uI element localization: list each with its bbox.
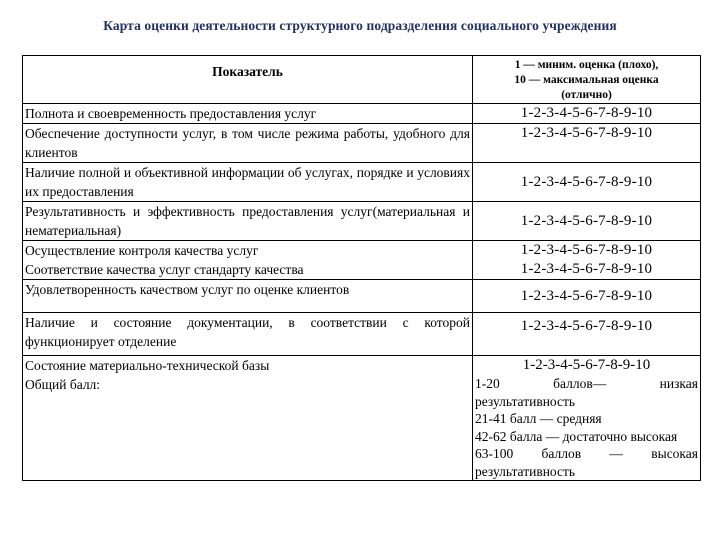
score-cell: 1-2-3-4-5-6-7-8-9-10 (473, 280, 701, 313)
table-row (23, 202, 701, 241)
scale-line: 21-41 балл — средняя (475, 411, 602, 426)
total-score-label: Общий балл: (25, 377, 101, 392)
score-text: 1-2-3-4-5-6-7-8-9-10 (520, 242, 653, 258)
score-cell: 1-2-3-4-5-6-7-8-9-10 (473, 124, 701, 163)
indicator-cell: Наличие и состояние документации, в соответствии с которой функционирует отделение (23, 313, 473, 356)
indicator-text: Состояние материально-технической базы (25, 358, 270, 373)
header-scale-line3: (отлично) (561, 89, 612, 101)
table-row (23, 163, 701, 202)
scale-line: 1-20 баллов— низкая результативность (475, 376, 698, 409)
indicator-cell: Наличие полной и объективной информации об услугах, порядке и условиях их предоставления (23, 163, 473, 202)
indicator-text: Осуществление контроля качества услуг (25, 243, 259, 258)
score-text: 1-2-3-4-5-6-7-8-9-10 (522, 357, 651, 373)
table-row (23, 124, 701, 163)
table-row (23, 241, 701, 280)
header-indicator: Показатель (23, 56, 473, 104)
score-cell: 1-2-3-4-5-6-7-8-9-10 (473, 313, 701, 356)
indicator-cell: Обеспечение доступности услуг, в том числе режима работы, удобного для клиентов (23, 124, 473, 163)
score-cell: 1-2-3-4-5-6-7-8-9-10 (473, 202, 701, 241)
evaluation-table (22, 55, 701, 481)
indicator-cell: Результативность и эффективность предоставления услуг(материальная и нематериальная) (23, 202, 473, 241)
table-row (23, 104, 701, 124)
table-row (23, 356, 701, 481)
indicator-cell (23, 241, 473, 280)
indicator-cell (23, 356, 473, 481)
header-scale-line1: 1 — миним. оценка (плохо), (514, 59, 659, 71)
document-title: Карта оценки деятельности структурного подразделения социального учреждения (103, 18, 617, 33)
scale-line: 42-62 балла — достаточно высокая (475, 428, 678, 444)
scale-line: 63-100 баллов — высокая результативность (475, 446, 698, 479)
indicator-cell: Полнота и своевременность предоставления услуг (23, 104, 473, 124)
table-row (23, 313, 701, 356)
indicator-cell: Удовлетворенность качеством услуг по оценке клиентов (23, 280, 473, 313)
score-text: 1-2-3-4-5-6-7-8-9-10 (520, 261, 653, 277)
score-cell: 1-2-3-4-5-6-7-8-9-10 (473, 104, 701, 124)
scale-cell (473, 356, 701, 481)
header-scale (473, 56, 701, 104)
table-row (23, 280, 701, 313)
header-scale-line2: 10 — максимальная оценка (514, 74, 659, 86)
score-cell (473, 241, 701, 280)
score-cell: 1-2-3-4-5-6-7-8-9-10 (473, 163, 701, 202)
table-header-row (23, 56, 701, 104)
indicator-text: Соответствие качества услуг стандарту качества (25, 262, 304, 277)
